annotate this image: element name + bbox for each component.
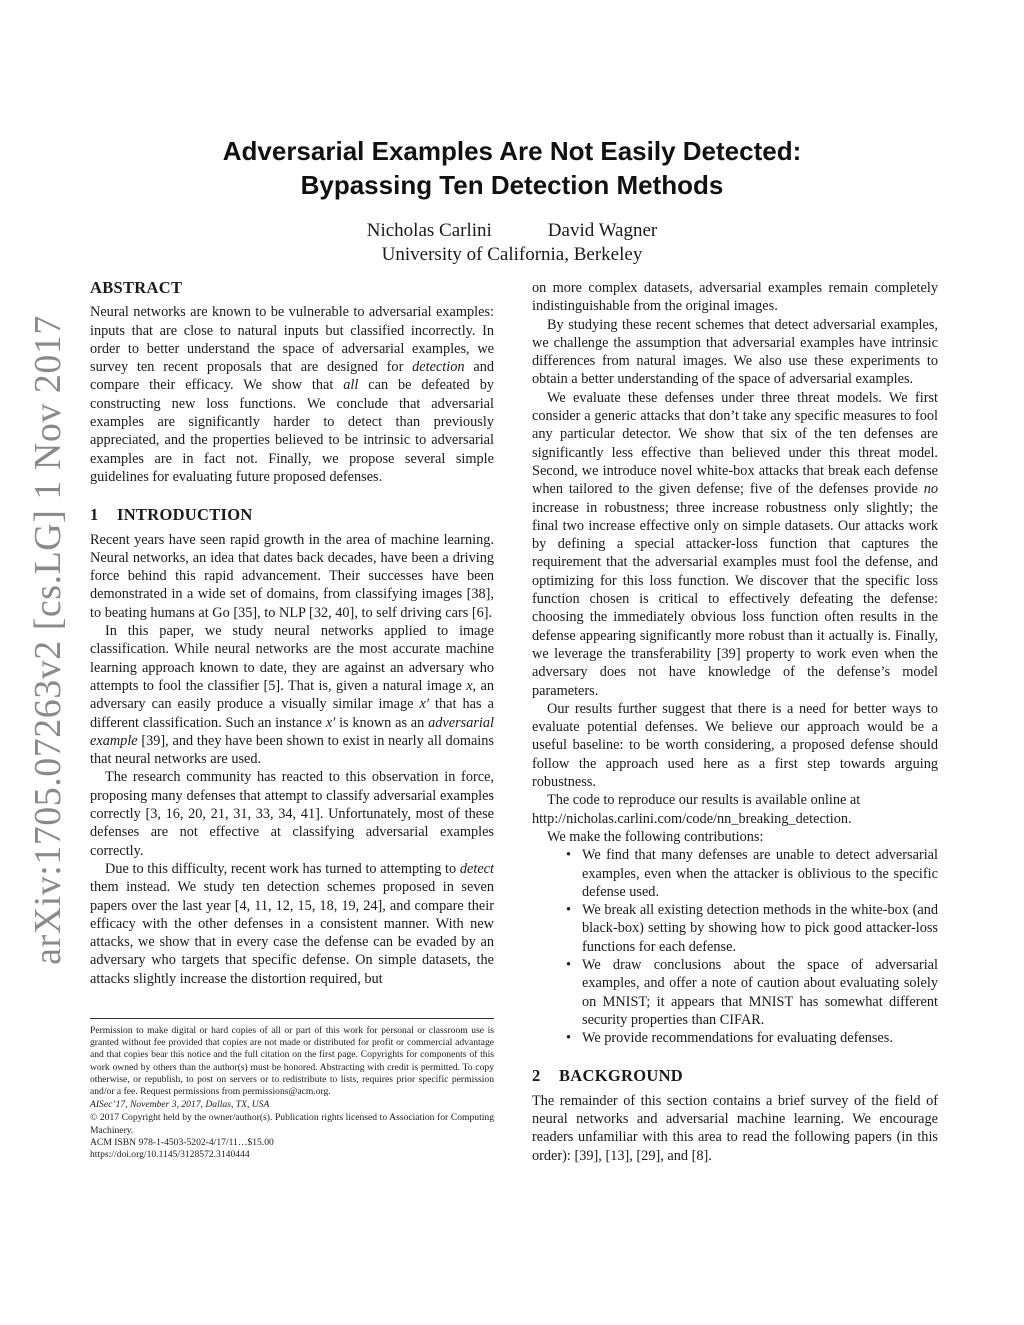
contributions-list (532, 846, 938, 1047)
conference-info: AISec’17, November 3, 2017, Dallas, TX, USA (90, 1099, 270, 1111)
list-item: • We break all existing detection methods in the white-box (and black-box) setting by showing how to pick good attacker-loss functions for each defense. (582, 901, 938, 956)
paragraph: The remainder of this section contains a brief survey of the field of neural networks and adversarial machine learning. We encourage readers unfamiliar with this area to read the following papers (in this order): [39], [13], [29], and [8]. (532, 1092, 938, 1164)
list-item: • We draw conclusions about the space of adversarial examples, and offer a note of caution about evaluating solely on MNIST; it appears that MNIST has somewhat different security properties than CIFAR. (582, 956, 938, 1029)
title-line-1: Adversarial Examples Are Not Easily Detected: (222, 136, 802, 166)
paper-title (150, 134, 874, 202)
affiliation: University of California, Berkeley (381, 244, 643, 265)
author-name: David Wagner (547, 220, 658, 241)
code-url-link[interactable]: http://nicholas.carlini.com/code/nn_breaking_detection. (532, 810, 852, 827)
paragraph: Recent years have seen rapid growth in the area of machine learning. Neural networks, an idea that dates back decades, have been a driving force behind this rapid advancement. Their successes have been demonstrated in a wide set of domains, from classifying images [38], to beating humans at Go [35], to NLP [32, 40], to self driving cars [6]. (90, 531, 494, 621)
copyright-notice: © 2017 Copyright held by the owner/author(s). Publication rights licensed to Association for Computing Machinery. (90, 1112, 494, 1136)
author-names (150, 219, 874, 243)
author-block (150, 219, 874, 267)
paragraph: We make the following contributions: (547, 828, 764, 845)
author-name: Nicholas Carlini (366, 220, 492, 241)
list-item: • We find that many defenses are unable to detect adversarial examples, even when the attacker is oblivious to the specific defense used. (582, 846, 938, 901)
arxiv-identifier: arXiv:1705.07263v2 [cs.LG] 1 Nov 2017 (27, 315, 69, 965)
abstract-text: Neural networks are known to be vulnerable to adversarial examples: inputs that are close to natural inputs but classified incorrectly. In order to better understand the space of adversarial examples, we survey ten recent proposals that are designed for detection and compare their efficacy. We show that all can be defeated by constructing new loss functions. We conclude that adversarial examples are significantly harder to detect than previously appreciated, and the properties believed to be intrinsic to adversarial examples are in fact not. Finally, we propose several simple guidelines for evaluating future proposed defenses. (90, 304, 494, 485)
paragraph: Our results further suggest that there is a need for better ways to evaluate potential defenses. We believe our approach would be a useful baseline: to be worth considering, a proposed defense should follow the approach used here as a first step towards arguing robustness. (532, 700, 938, 791)
section-heading-background: 2 BACKGROUND (532, 1066, 684, 1086)
paragraph: Due to this difficulty, recent work has turned to attempting to detect them instead. We study ten detection schemes proposed in seven papers over the last year [4, 11, 12, 15, 18, 19, 24], and compare their efficacy with the other defenses in a consistent manner. With new attacks, we show that in every case the defense can be evaded by an adversary who targets that specific defense. On simple datasets, the attacks slightly increase the distortion required, but (90, 860, 494, 987)
paragraph: In this paper, we study neural networks applied to image classification. While neural networks are the most accurate machine learning approach known to date, they are against an adversary who attempts to fool the classifier [5]. That is, given a natural image x, an adversary can easily produce a visually similar image x′ that has a different classification. Such an instance x′ is known as an adversarial example [39], and they have been shown to exist in nearly all domains that neural networks are used. (90, 623, 494, 768)
footnote-block (90, 1018, 494, 1161)
isbn: ACM ISBN 978-1-4503-5202-4/17/11…$15.00 (90, 1136, 274, 1148)
right-column (532, 279, 938, 1165)
abstract-heading: ABSTRACT (90, 278, 183, 297)
permission-notice: Permission to make digital or hard copies of all or part of this work for personal or classroom use is granted without fee provided that copies are not made or distributed for profit or commercial advantage and that copies bear this notice and the full citation on the first page. Copyrights for components of this work owned by others than the author(s) must be honored. Abstracting with credit is permitted. To copy otherwise, or republish, to post on servers or to redistribute to lists, requires prior specific permission and/or a fee. Request permissions from permissions@acm.org. (90, 1025, 494, 1098)
section-heading-introduction: 1 INTRODUCTION (90, 505, 253, 525)
doi-link[interactable]: https://doi.org/10.1145/3128572.3140444 (90, 1149, 250, 1161)
list-item: • We provide recommendations for evaluating defenses. (582, 1029, 938, 1047)
paragraph: We evaluate these defenses under three threat models. We first consider a generic attacks that don’t take any specific measures to fool any particular detector. We show that six of the ten defenses are significantly less effective than believed under this threat model. Second, we introduce novel white-box attacks that break each defense when tailored to the given defense; five of the defenses provide no increase in robustness; three increase robustness only slightly; the final two increase effective only on simple datasets. Our attacks work by defining a special attacker-loss function that captures the requirement that the adversarial examples must fool the defense, and optimizing for this loss function. We discover that the specific loss function chosen is critical to effectively defeating the defense: choosing the immediately obvious loss function often results in the defense appearing significantly more robust than it actually is. Finally, we leverage the transferability [39] property to work even when the adversary does not have knowledge of the defense’s model parameters. (532, 389, 938, 699)
paragraph: on more complex datasets, adversarial examples remain completely indistinguishable from the original images. (532, 280, 938, 315)
paragraph: The research community has reacted to this observation in force, proposing many defenses that attempt to classify adversarial examples correctly [3, 16, 20, 21, 31, 33, 34, 41]. Unfortunately, most of these defenses are not effective at classifying adversarial examples correctly. (90, 769, 494, 859)
paragraph: The code to reproduce our results is available online at (547, 792, 861, 809)
paragraph: By studying these recent schemes that detect adversarial examples, we challenge the assumption that adversarial examples have intrinsic differences from natural images. We also use these experiments to obtain a better understanding of the space of adversarial examples. (532, 316, 938, 388)
left-column (90, 279, 494, 988)
title-line-2: Bypassing Ten Detection Methods (300, 170, 724, 200)
